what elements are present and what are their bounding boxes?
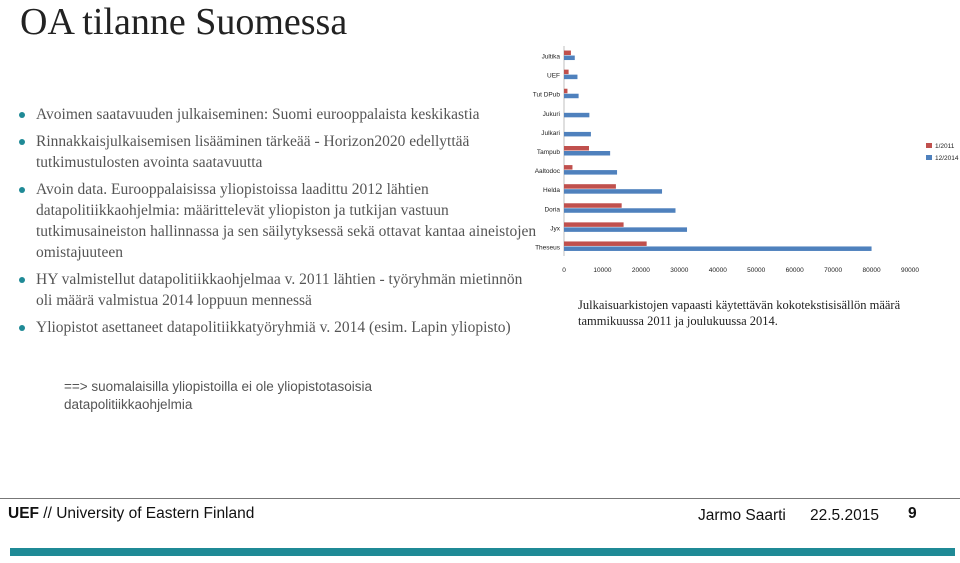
- bar-1-2011: [564, 222, 624, 227]
- bar-1-2011: [564, 165, 572, 170]
- bar-1-2011: [564, 146, 589, 151]
- bullet-item: HY valmistellut datapolitiikkaohjelmaa v. 2011 lähtien - työryhmän mietinnön oli määrä valmistua 2014 loppuun mennessä: [18, 269, 538, 311]
- bar-12-2014: [564, 189, 662, 194]
- chart-caption: Julkaisuarkistojen vapaasti käytettävän kokotekstisisällön määrä tammikuussa 2011 ja joulukuussa 2014.: [578, 298, 901, 328]
- x-tick-label: 0: [562, 267, 566, 274]
- x-tick-label: 10000: [593, 267, 612, 274]
- bullet-item: Avoimen saatavuuden julkaiseminen: Suomi eurooppalaista keskikastia: [18, 104, 538, 125]
- x-tick-label: 80000: [862, 267, 881, 274]
- bar-1-2011: [564, 241, 647, 246]
- bar-12-2014: [564, 132, 591, 137]
- x-tick-label: 20000: [631, 267, 650, 274]
- bar-12-2014: [564, 113, 589, 118]
- bullet-item: Rinnakkaisjulkaisemisen lisääminen tärkeää - Horizon2020 edellyttää tutkimustulosten avointa saatavuutta: [18, 131, 538, 173]
- category-label: Helda: [543, 187, 560, 195]
- category-label: Jultika: [541, 53, 560, 61]
- bar-1-2011: [564, 51, 571, 56]
- footer-divider: [0, 498, 960, 499]
- bar-12-2014: [564, 227, 687, 232]
- category-label: Doria: [544, 206, 560, 214]
- x-tick-label: 30000: [670, 267, 689, 274]
- x-tick-label: 90000: [900, 267, 920, 274]
- bar-1-2011: [564, 184, 616, 189]
- bar-12-2014: [564, 170, 617, 175]
- bar-12-2014: [564, 151, 610, 156]
- footer-organization: [8, 505, 254, 523]
- chart-svg: [520, 40, 960, 280]
- footer-author: Jarmo Saarti: [698, 507, 786, 524]
- org-abbrev: UEF: [8, 505, 39, 522]
- category-label: UEF: [547, 72, 560, 80]
- x-tick-label: 60000: [785, 267, 804, 274]
- x-tick-label: 50000: [747, 267, 766, 274]
- legend-swatch: [926, 143, 932, 148]
- footer-date: 22.5.2015: [810, 507, 879, 524]
- legend-label: 12/2014: [935, 155, 959, 162]
- category-label: Jukuri: [542, 110, 560, 118]
- page-number: 9: [908, 505, 917, 522]
- footer-accent-bar: [10, 548, 955, 556]
- category-label: Jyx: [550, 225, 560, 233]
- bar-12-2014: [564, 94, 579, 99]
- bar-12-2014: [564, 208, 675, 213]
- bar-1-2011: [564, 70, 569, 75]
- bar-1-2011: [564, 89, 567, 94]
- bullet-list: [18, 104, 538, 344]
- subnote: ==> suomalaisilla yliopistoilla ei ole yliopistotasoisia datapolitiikkaohjelmia: [64, 379, 373, 412]
- slide-title: OA tilanne Suomessa: [20, 1, 348, 43]
- category-label: Theseus: [535, 244, 560, 252]
- category-label: Julkari: [541, 129, 560, 137]
- category-label: Tampub: [536, 149, 560, 156]
- legend-swatch: [926, 155, 932, 160]
- bar-12-2014: [564, 75, 577, 80]
- category-label: Tut DPub: [532, 91, 560, 99]
- bar-chart: [520, 40, 960, 280]
- bar-12-2014: [564, 246, 872, 251]
- category-label: Aaltodoc: [534, 168, 560, 176]
- legend-label: 1/2011: [935, 143, 955, 150]
- x-tick-label: 70000: [824, 267, 843, 274]
- x-tick-label: 40000: [708, 267, 727, 274]
- bar-12-2014: [564, 56, 575, 61]
- bullet-item: Yliopistot asettaneet datapolitiikkatyöryhmiä v. 2014 (esim. Lapin yliopisto): [18, 317, 538, 338]
- bullet-item: Avoin data. Eurooppalaisissa yliopistoissa laadittu 2012 lähtien datapolitiikkaohjelmia: määrittelevät yliopiston ja tutkijan vastuun tutkimusaineiston hallinnassa ja sen säilytyksessä sekä ottavat kantaa aineistojen omistajuuteen: [18, 179, 538, 263]
- bar-1-2011: [564, 203, 622, 208]
- org-name: // University of Eastern Finland: [39, 505, 255, 522]
